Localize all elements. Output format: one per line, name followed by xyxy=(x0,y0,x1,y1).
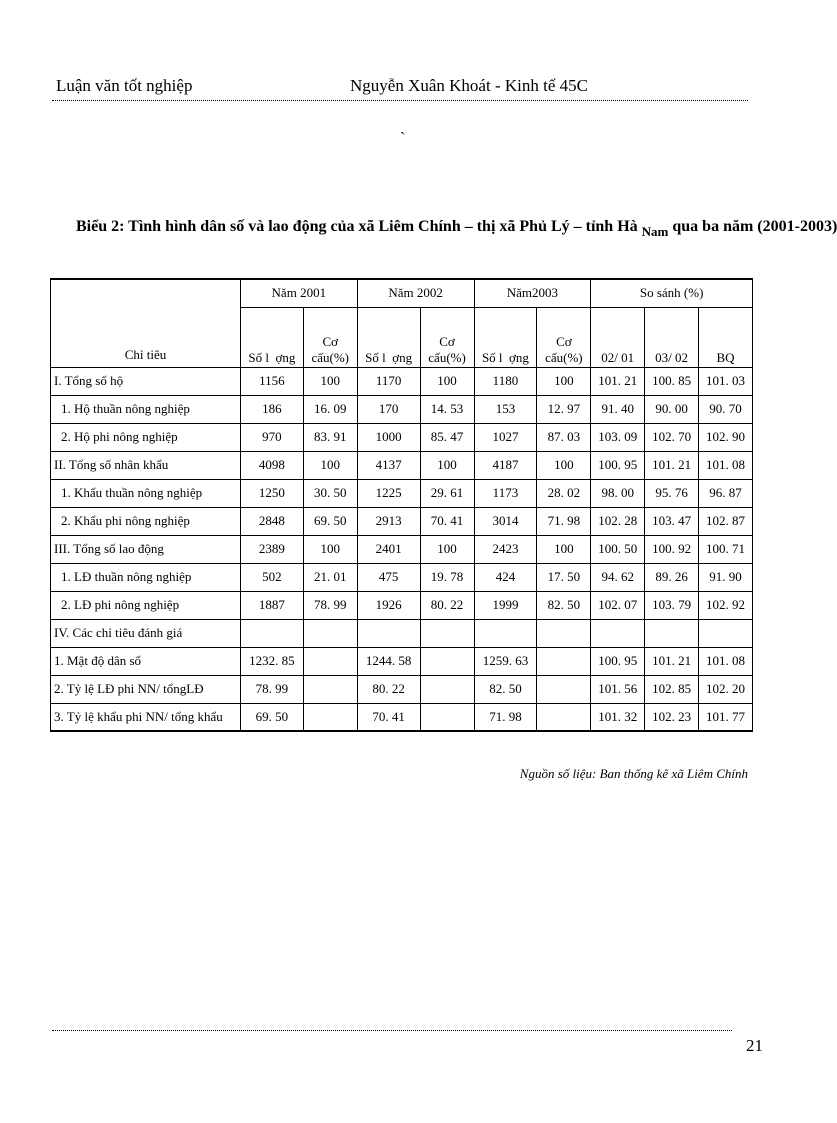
footer-divider xyxy=(52,1030,732,1031)
table-cell: 2401 xyxy=(357,535,420,563)
table-cell xyxy=(699,619,753,647)
table-cell: 100. 92 xyxy=(645,535,699,563)
row-label: 1. LĐ thuần nông nghiệp xyxy=(51,563,241,591)
subheader-cmp-avg: BQ xyxy=(699,307,753,367)
table-cell: 102. 28 xyxy=(591,507,645,535)
table-cell xyxy=(420,619,474,647)
table-cell: 1232. 85 xyxy=(240,647,303,675)
table-cell: 2389 xyxy=(240,535,303,563)
table-cell: 1926 xyxy=(357,591,420,619)
table-cell: 100 xyxy=(537,535,591,563)
table-cell: 100 xyxy=(303,535,357,563)
row-label: 2. Tỷ lệ LĐ phi NN/ tổngLĐ xyxy=(51,675,241,703)
table-cell: 90. 00 xyxy=(645,395,699,423)
table-cell: 83. 91 xyxy=(303,423,357,451)
table-cell: 102. 92 xyxy=(699,591,753,619)
row-label: III. Tổng số lao động xyxy=(51,535,241,563)
table-cell: 91. 40 xyxy=(591,395,645,423)
table-cell: 100. 50 xyxy=(591,535,645,563)
table-cell: 475 xyxy=(357,563,420,591)
header-row-groups xyxy=(51,279,753,307)
table-cell xyxy=(591,619,645,647)
table-cell: 1000 xyxy=(357,423,420,451)
table-cell: 30. 50 xyxy=(303,479,357,507)
table-row xyxy=(51,479,753,507)
subheader-cmp-02-01: 02/ 01 xyxy=(591,307,645,367)
table-cell: 1259. 63 xyxy=(474,647,537,675)
table-cell: 28. 02 xyxy=(537,479,591,507)
table-cell xyxy=(420,703,474,731)
table-cell xyxy=(537,647,591,675)
row-label: 2. Hộ phi nông nghiệp xyxy=(51,423,241,451)
table-cell: 102. 87 xyxy=(699,507,753,535)
table-cell xyxy=(474,619,537,647)
table-cell: 101. 08 xyxy=(699,647,753,675)
row-label: 3. Tỷ lệ khẩu phi NN/ tổng khẩu xyxy=(51,703,241,731)
header-author: Nguyễn Xuân Khoát - Kinh tế 45C xyxy=(350,76,588,95)
table-row xyxy=(51,451,753,479)
table-cell: 4098 xyxy=(240,451,303,479)
table-cell xyxy=(645,619,699,647)
table-cell: 100. 85 xyxy=(645,367,699,395)
table-cell: 1027 xyxy=(474,423,537,451)
table-cell: 17. 50 xyxy=(537,563,591,591)
table-cell: 94. 62 xyxy=(591,563,645,591)
subheader-cmp-03-02: 03/ 02 xyxy=(645,307,699,367)
table-row xyxy=(51,619,753,647)
table-cell: 424 xyxy=(474,563,537,591)
table-cell: 102. 85 xyxy=(645,675,699,703)
table-cell: 102. 07 xyxy=(591,591,645,619)
table-row xyxy=(51,591,753,619)
table-cell: 14. 53 xyxy=(420,395,474,423)
table-cell xyxy=(303,619,357,647)
title-subscript: Nam xyxy=(641,224,669,239)
table-cell: 101. 21 xyxy=(645,647,699,675)
row-label: 1. Mật độ dân số xyxy=(51,647,241,675)
table-cell: 71. 98 xyxy=(474,703,537,731)
table-cell: 1999 xyxy=(474,591,537,619)
table-cell: 101. 21 xyxy=(645,451,699,479)
table-cell xyxy=(537,675,591,703)
table-cell: 1250 xyxy=(240,479,303,507)
table-cell: 85. 47 xyxy=(420,423,474,451)
table-cell: 100 xyxy=(420,451,474,479)
data-source-note: Nguồn số liệu: Ban thống kê xã Liêm Chính xyxy=(519,766,748,781)
table-row xyxy=(51,563,753,591)
table-cell: 87. 03 xyxy=(537,423,591,451)
table-cell: 71. 98 xyxy=(537,507,591,535)
subheader-count: Số l ợng xyxy=(357,307,420,367)
table-cell: 101. 32 xyxy=(591,703,645,731)
table-cell: 70. 41 xyxy=(420,507,474,535)
header-thesis-label: Luận văn tốt nghiệp xyxy=(56,76,193,95)
table-cell: 69. 50 xyxy=(240,703,303,731)
group-2002: Năm 2002 xyxy=(357,279,474,307)
row-label: II. Tổng số nhân khẩu xyxy=(51,451,241,479)
group-2001: Năm 2001 xyxy=(240,279,357,307)
row-label: I. Tổng số hộ xyxy=(51,367,241,395)
title-tail: qua ba năm (2001-2003) xyxy=(672,218,837,235)
table-cell: 16. 09 xyxy=(303,395,357,423)
subheader-structure: Cơ cấu(%) xyxy=(537,307,591,367)
population-labor-table xyxy=(50,278,753,732)
table-cell: 1173 xyxy=(474,479,537,507)
table-cell: 100 xyxy=(537,367,591,395)
table-cell: 3014 xyxy=(474,507,537,535)
table-row xyxy=(51,675,753,703)
table-cell: 1156 xyxy=(240,367,303,395)
subheader-count: Số l ợng xyxy=(474,307,537,367)
table-cell: 100 xyxy=(420,367,474,395)
table-row xyxy=(51,395,753,423)
table-cell: 80. 22 xyxy=(357,675,420,703)
table-cell: 102. 90 xyxy=(699,423,753,451)
table-cell xyxy=(303,647,357,675)
table-cell xyxy=(240,619,303,647)
table-cell: 100 xyxy=(420,535,474,563)
table-cell: 1887 xyxy=(240,591,303,619)
table-row xyxy=(51,367,753,395)
table-cell xyxy=(420,647,474,675)
table-cell: 89. 26 xyxy=(645,563,699,591)
table-cell xyxy=(303,675,357,703)
table-cell: 101. 03 xyxy=(699,367,753,395)
table-cell: 78. 99 xyxy=(303,591,357,619)
table-cell: 100 xyxy=(537,451,591,479)
subheader-structure: Cơ cấu(%) xyxy=(420,307,474,367)
table-cell: 100. 95 xyxy=(591,451,645,479)
table-row xyxy=(51,507,753,535)
subheader-count: Số l ợng xyxy=(240,307,303,367)
table-cell: 80. 22 xyxy=(420,591,474,619)
table-cell: 82. 50 xyxy=(537,591,591,619)
table-cell: 4187 xyxy=(474,451,537,479)
group-2003: Năm2003 xyxy=(474,279,591,307)
table-cell: 102. 20 xyxy=(699,675,753,703)
table-cell: 101. 56 xyxy=(591,675,645,703)
table-cell: 186 xyxy=(240,395,303,423)
table-cell: 1225 xyxy=(357,479,420,507)
table-cell: 502 xyxy=(240,563,303,591)
table-cell: 101. 08 xyxy=(699,451,753,479)
page-header xyxy=(52,72,748,101)
stray-mark: ` xyxy=(400,130,406,147)
table-cell: 95. 76 xyxy=(645,479,699,507)
row-label: IV. Các chỉ tiêu đánh giá xyxy=(51,619,241,647)
table-cell: 90. 70 xyxy=(699,395,753,423)
table-cell: 1170 xyxy=(357,367,420,395)
table-cell: 153 xyxy=(474,395,537,423)
table-row xyxy=(51,535,753,563)
table-row xyxy=(51,423,753,451)
table-cell: 29. 61 xyxy=(420,479,474,507)
table-cell: 69. 50 xyxy=(303,507,357,535)
criteria-header: Chỉ tiêu xyxy=(51,279,241,367)
table-cell: 103. 47 xyxy=(645,507,699,535)
table-cell: 70. 41 xyxy=(357,703,420,731)
table-row xyxy=(51,647,753,675)
table-cell: 103. 79 xyxy=(645,591,699,619)
table-cell: 21. 01 xyxy=(303,563,357,591)
table-cell xyxy=(357,619,420,647)
table-cell: 19. 78 xyxy=(420,563,474,591)
table-row xyxy=(51,703,753,731)
table-cell xyxy=(303,703,357,731)
table-cell: 4137 xyxy=(357,451,420,479)
title-main: Biểu 2: Tình hình dân số và lao động của xã Liêm Chính – thị xã Phủ Lý – tỉnh Hà xyxy=(76,218,638,235)
table-cell: 98. 00 xyxy=(591,479,645,507)
table-cell: 78. 99 xyxy=(240,675,303,703)
table-cell: 2423 xyxy=(474,535,537,563)
table-cell: 101. 77 xyxy=(699,703,753,731)
table-cell: 101. 21 xyxy=(591,367,645,395)
table-cell: 82. 50 xyxy=(474,675,537,703)
table-cell: 103. 09 xyxy=(591,423,645,451)
page-number: 21 xyxy=(746,1036,763,1055)
table-cell: 1180 xyxy=(474,367,537,395)
table-cell xyxy=(537,703,591,731)
subheader-structure: Cơ cấu(%) xyxy=(303,307,357,367)
table-cell: 100 xyxy=(303,451,357,479)
row-label: 1. Khẩu thuần nông nghiệp xyxy=(51,479,241,507)
table-cell: 2848 xyxy=(240,507,303,535)
row-label: 1. Hộ thuần nông nghiệp xyxy=(51,395,241,423)
table-cell xyxy=(537,619,591,647)
table-cell: 102. 23 xyxy=(645,703,699,731)
table-cell: 2913 xyxy=(357,507,420,535)
table-body xyxy=(51,367,753,731)
table-cell: 1244. 58 xyxy=(357,647,420,675)
table-cell: 170 xyxy=(357,395,420,423)
row-label: 2. LĐ phi nông nghiệp xyxy=(51,591,241,619)
table-cell: 91. 90 xyxy=(699,563,753,591)
table-cell: 970 xyxy=(240,423,303,451)
table-cell: 100. 95 xyxy=(591,647,645,675)
table-cell: 12. 97 xyxy=(537,395,591,423)
table-cell: 100 xyxy=(303,367,357,395)
table-cell xyxy=(420,675,474,703)
table-cell: 96. 87 xyxy=(699,479,753,507)
table-title xyxy=(76,218,837,239)
table-cell: 102. 70 xyxy=(645,423,699,451)
table-cell: 100. 71 xyxy=(699,535,753,563)
group-compare: So sánh (%) xyxy=(591,279,753,307)
row-label: 2. Khẩu phi nông nghiệp xyxy=(51,507,241,535)
